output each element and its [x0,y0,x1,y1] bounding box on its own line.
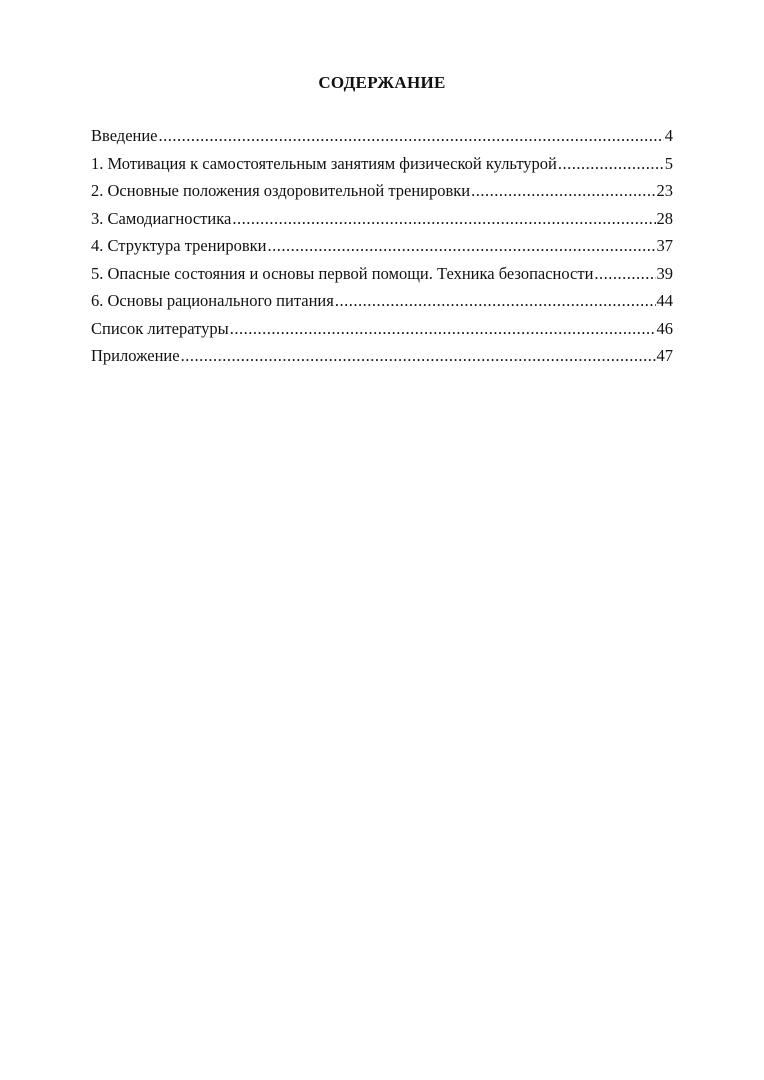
toc-entry-label: 5. Опасные состояния и основы первой помощи. Техника безопасности [91,263,594,283]
toc-entry-appendix [91,342,673,370]
toc-entry-page: 5 [664,153,673,173]
toc-entry-first-aid [91,260,673,288]
toc-entry-label: 4. Структура тренировки [91,236,267,255]
toc-leader-dots [159,122,664,150]
toc-entry-training-structure [91,232,673,260]
toc-entry-page: 28 [656,208,673,228]
toc-entry-label: Введение [91,126,158,145]
toc-leader-dots [181,342,656,370]
toc-entry-page: 44 [656,291,673,310]
toc-entry-references [91,315,673,343]
toc-leader-dots [594,260,655,288]
toc-entry-label: 2. Основные положения оздоровительной тренировки [91,181,471,200]
toc-entry-page: 46 [656,318,673,338]
toc-leader-dots [471,177,655,205]
toc-entry-label: 6. Основы рационального питания [91,291,334,310]
toc-entry-training-basics [91,177,673,205]
toc-entry-label: 3. Самодиагностика [91,208,232,228]
toc-leader-dots [232,205,655,233]
toc-entry-label: Список литературы [91,318,229,338]
toc-leader-dots [268,232,656,260]
toc-entry-label: 1. Мотивация к самостоятельным занятиям физической культурой [91,153,557,173]
table-of-contents [91,122,673,370]
toc-entry-page: 39 [656,263,673,283]
toc-entry-nutrition [91,287,673,315]
toc-entry-page: 47 [656,346,673,365]
toc-entry-motivation [91,150,673,178]
toc-leader-dots [230,315,656,343]
toc-entry-page: 37 [656,236,673,255]
toc-entry-introduction [91,122,673,150]
contents-title: СОДЕРЖАНИЕ [318,73,446,92]
toc-entry-self-diagnostics [91,205,673,233]
toc-entry-page: 23 [656,181,673,200]
toc-leader-dots [335,287,656,315]
toc-entry-page: 4 [664,126,673,145]
toc-leader-dots [558,150,664,178]
toc-entry-label: Приложение [91,346,180,365]
